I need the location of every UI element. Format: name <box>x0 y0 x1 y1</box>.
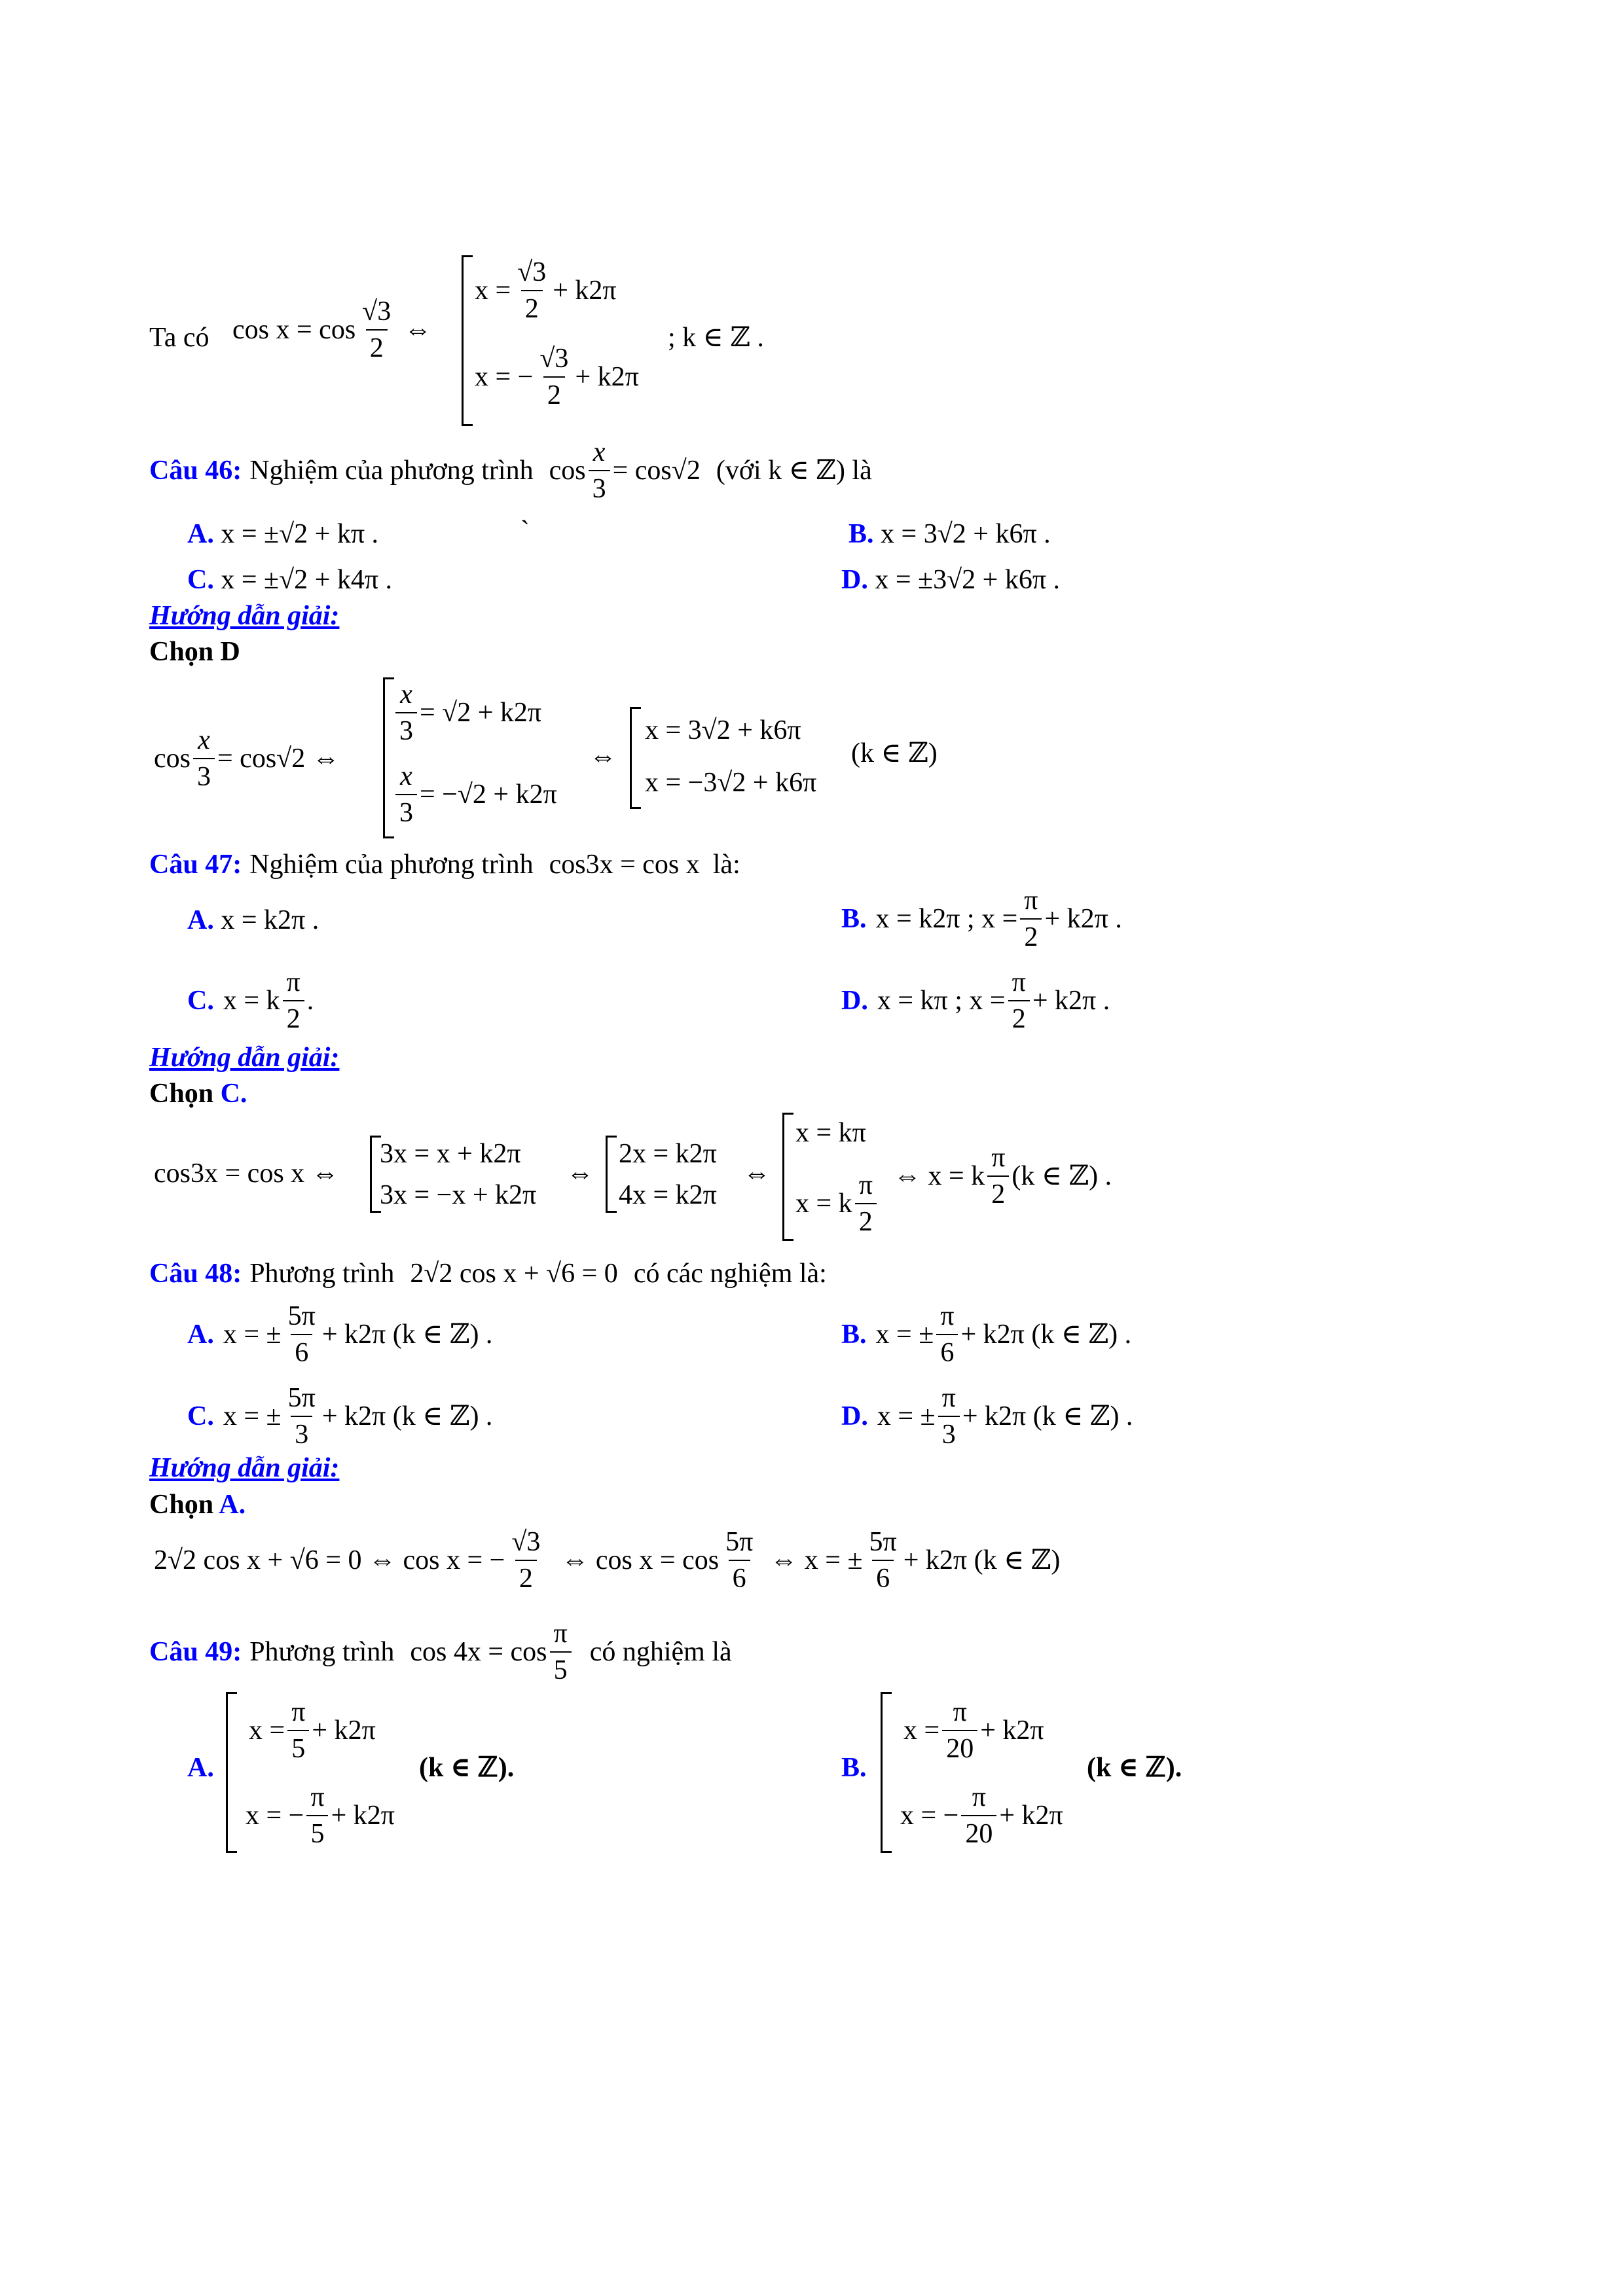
q46-solution-case-1 <box>393 681 541 745</box>
intro-equation <box>232 298 431 362</box>
fraction <box>193 726 215 791</box>
expr: x = − <box>475 362 534 392</box>
solution-bracket <box>630 707 641 809</box>
step-expr: 3x = −x + k2π <box>380 1180 537 1210</box>
solution-heading: Hướng dẫn giải: <box>149 601 340 631</box>
solution-bracket <box>606 1136 617 1213</box>
option-bracket <box>226 1692 237 1853</box>
fraction <box>536 345 572 409</box>
expr: x = k <box>795 1189 852 1219</box>
expr: là: <box>712 850 740 880</box>
question-48 <box>149 1260 827 1287</box>
fraction-denominator: 3 <box>395 794 417 827</box>
option-B <box>841 887 1122 951</box>
fraction <box>283 969 304 1033</box>
option-label: B. <box>848 519 874 549</box>
expr: + k2π <box>553 276 617 306</box>
option-D <box>841 969 1110 1033</box>
fraction-numerator: √3 <box>362 296 392 327</box>
question-label: Câu 46: <box>149 456 242 486</box>
option-A-condition: (k ∈ ℤ). <box>419 1753 515 1783</box>
expr: + k2π (k ∈ ℤ) . <box>321 1319 493 1350</box>
fraction-denominator: 2 <box>283 1000 304 1033</box>
question-46 <box>149 439 872 503</box>
expr: cos <box>154 744 191 774</box>
fraction-denominator: 3 <box>395 712 417 745</box>
q46-result-2: x = −3√2 + k6π <box>645 768 817 798</box>
option-bracket <box>881 1692 892 1853</box>
option-label: A. <box>187 519 214 549</box>
expr: 2√2 cos x + √6 = 0 <box>410 1259 618 1289</box>
fraction <box>866 1528 901 1592</box>
fraction-numerator: √3 <box>511 1527 541 1557</box>
expr: + k2π . <box>1032 986 1110 1016</box>
fraction-denominator: 6 <box>729 1560 750 1592</box>
expr: x = ± <box>223 1319 282 1350</box>
expr: x = k2π ; x = <box>875 904 1018 934</box>
fraction-denominator: 6 <box>291 1334 312 1367</box>
condition: (k ∈ ℤ) <box>851 738 938 768</box>
question-49 <box>149 1620 732 1684</box>
choice-letter: C. <box>220 1079 247 1109</box>
option-A-line-1 <box>249 1698 376 1763</box>
fraction <box>987 1144 1009 1208</box>
choice-prefix: Chọn <box>149 1490 214 1520</box>
expr: = cos√2 <box>612 456 701 486</box>
step-expr-fraction <box>795 1172 879 1236</box>
fraction-denominator: 2 <box>366 329 388 362</box>
q48-solution <box>154 1528 1060 1592</box>
chosen-answer <box>149 1080 247 1107</box>
q46-solution-lhs <box>154 726 340 791</box>
fraction-numerator: π <box>553 1619 568 1649</box>
fraction-numerator: 5π <box>869 1527 897 1557</box>
fraction-numerator: 5π <box>725 1527 754 1557</box>
expr: x = k <box>223 986 280 1016</box>
expr: + k2π <box>999 1801 1063 1831</box>
option-A <box>187 906 319 934</box>
solution-bracket <box>782 1113 793 1241</box>
fraction-numerator: x <box>198 725 210 755</box>
expr: + k2π (k ∈ ℤ) . <box>321 1401 493 1431</box>
expr: x = <box>249 1715 285 1746</box>
fraction-numerator: π <box>953 1697 967 1727</box>
step-expr: x = kπ <box>795 1118 866 1148</box>
option-text: x = ±3√2 + k6π . <box>875 565 1061 595</box>
option-D <box>841 566 1060 594</box>
option-label: C. <box>187 986 214 1016</box>
fraction-numerator: x <box>593 437 606 467</box>
option-label: D. <box>841 986 868 1016</box>
fraction <box>721 1528 757 1592</box>
option-A-line-2 <box>246 1784 395 1848</box>
fraction-numerator: π <box>310 1782 325 1812</box>
fraction-denominator: 3 <box>589 470 610 503</box>
option-B <box>848 520 1051 548</box>
solution-heading: Hướng dẫn giải: <box>149 1453 340 1483</box>
q47-solution-lhs: cos3x = cos x ⇔ <box>154 1158 339 1189</box>
fraction-denominator: 5 <box>287 1730 309 1763</box>
option-A <box>187 520 378 548</box>
question-47 <box>149 851 740 878</box>
expr: x = <box>903 1715 940 1746</box>
expr: x = ± <box>875 1319 934 1350</box>
q47-final <box>894 1144 1112 1208</box>
question-text: Nghiệm của phương trình <box>249 850 534 880</box>
fraction-numerator: √3 <box>517 257 547 287</box>
expr: cos 4x = cos <box>410 1637 547 1667</box>
expr: + k2π (k ∈ ℤ) . <box>960 1319 1132 1350</box>
fraction-numerator: π <box>991 1143 1006 1173</box>
expr: có nghiệm là <box>589 1637 732 1667</box>
expr: ⇔ cos x = cos <box>561 1545 720 1575</box>
fraction-numerator: x <box>400 761 412 791</box>
intro-bracket <box>462 255 473 426</box>
fraction-numerator: π <box>286 967 301 997</box>
equiv-symbol: ⇔ <box>589 742 617 772</box>
intro-line-2 <box>475 345 639 409</box>
expr: x = kπ ; x = <box>877 986 1006 1016</box>
option-B-condition: (k ∈ ℤ). <box>1087 1753 1182 1783</box>
intro-lead: Ta có <box>149 323 210 353</box>
fraction-denominator: 3 <box>938 1416 960 1448</box>
fraction <box>284 1384 319 1448</box>
option-A <box>187 1302 492 1367</box>
option-text: x = k2π . <box>221 905 319 935</box>
fraction <box>589 439 610 503</box>
fraction-denominator: 2 <box>521 290 543 323</box>
q46-solution-case-2 <box>393 762 557 827</box>
option-label: A. <box>187 1319 214 1350</box>
expr: cos <box>549 456 586 486</box>
fraction-denominator: 5 <box>550 1651 572 1684</box>
fraction-numerator: π <box>941 1383 956 1413</box>
fraction <box>961 1784 996 1848</box>
fraction <box>513 259 550 323</box>
expr: + k2π (k ∈ ℤ) <box>903 1545 1061 1575</box>
fraction <box>1020 887 1042 951</box>
fraction-denominator: 6 <box>936 1334 958 1367</box>
equiv-symbol: ⇔ <box>566 1158 594 1189</box>
intro-tail: ; k ∈ ℤ . <box>668 323 764 353</box>
option-text: x = 3√2 + k6π . <box>881 519 1051 549</box>
chosen-answer: Chọn D <box>149 637 240 667</box>
choice-prefix: Chọn <box>149 1079 214 1109</box>
intro-fraction <box>358 298 395 362</box>
fraction <box>550 1620 572 1684</box>
expr: + k2π <box>312 1715 376 1746</box>
step-expr: 2x = k2π <box>619 1139 717 1169</box>
fraction-denominator: 2 <box>1020 918 1042 951</box>
expr: x = − <box>900 1801 959 1831</box>
option-label: C. <box>187 1401 214 1431</box>
fraction-denominator: 2 <box>987 1175 1009 1208</box>
option-B-line-2 <box>900 1784 1063 1848</box>
fraction-numerator: π <box>858 1170 873 1200</box>
fraction-denominator: 2 <box>543 376 565 409</box>
condition: (với k ∈ ℤ) là <box>716 456 872 486</box>
fraction-denominator: 3 <box>291 1416 312 1448</box>
intro-eq: cos x = cos <box>232 315 356 345</box>
fraction <box>938 1384 960 1448</box>
option-label: A. <box>187 905 214 935</box>
equiv-symbol: ⇔ <box>404 315 432 345</box>
expr: x = − <box>246 1801 304 1831</box>
fraction-denominator: 2 <box>1008 1000 1030 1033</box>
fraction-denominator: 5 <box>306 1815 328 1848</box>
question-text: Nghiệm của phương trình <box>249 456 534 486</box>
fraction <box>942 1698 977 1763</box>
option-text: x = ±√2 + k4π . <box>221 565 393 595</box>
expr: x = ± <box>223 1401 282 1431</box>
choice-letter: A. <box>219 1490 246 1520</box>
expr: = −√2 + k2π <box>420 780 557 810</box>
fraction-numerator: x <box>400 679 412 709</box>
option-B-label: B. <box>841 1753 867 1783</box>
expr: + k2π (k ∈ ℤ) . <box>962 1401 1133 1431</box>
expr: x = <box>475 276 511 306</box>
step-expr: 4x = k2π <box>619 1180 717 1210</box>
option-label: B. <box>841 1319 867 1350</box>
expr: + k2π . <box>1044 904 1122 934</box>
q46-result-1: x = 3√2 + k6π <box>645 715 801 745</box>
fraction-denominator: 20 <box>961 1815 996 1848</box>
expr: + k2π <box>331 1801 395 1831</box>
option-text: x = ±√2 + kπ . <box>221 519 379 549</box>
fraction-denominator: 20 <box>942 1730 977 1763</box>
fraction-numerator: 5π <box>287 1301 316 1331</box>
expr: ⇔ x = k <box>894 1161 985 1191</box>
expr: 2√2 cos x + √6 = 0 ⇔ cos x = − <box>154 1545 505 1575</box>
question-text: Phương trình <box>249 1637 395 1667</box>
expr: = √2 + k2π <box>420 698 542 728</box>
fraction-numerator: π <box>1012 967 1026 997</box>
option-C <box>187 1384 492 1448</box>
step-expr: 3x = x + k2π <box>380 1139 521 1169</box>
question-label: Câu 47: <box>149 850 242 880</box>
stray-mark: ` <box>520 516 530 546</box>
expr: . <box>306 986 314 1016</box>
expr: có các nghiệm là: <box>633 1259 827 1289</box>
option-B-line-1 <box>903 1698 1044 1763</box>
fraction-numerator: 5π <box>287 1383 316 1413</box>
fraction-denominator: 2 <box>515 1560 537 1592</box>
option-C <box>187 566 392 594</box>
expr: ⇔ x = ± <box>770 1545 863 1575</box>
fraction <box>507 1528 544 1592</box>
solution-heading: Hướng dẫn giải: <box>149 1043 340 1073</box>
question-label: Câu 48: <box>149 1259 242 1289</box>
equiv-symbol: ⇔ <box>743 1158 771 1189</box>
fraction-numerator: π <box>972 1782 986 1812</box>
option-label: B. <box>841 904 867 934</box>
fraction <box>1008 969 1030 1033</box>
fraction <box>284 1302 319 1367</box>
fraction-denominator: 6 <box>872 1560 894 1592</box>
question-text: Phương trình <box>249 1259 395 1289</box>
fraction-numerator: π <box>940 1301 955 1331</box>
fraction <box>936 1302 958 1367</box>
fraction-denominator: 2 <box>855 1203 877 1236</box>
expr: + k2π <box>575 362 639 392</box>
fraction <box>395 681 417 745</box>
fraction-numerator: √3 <box>539 344 569 374</box>
fraction <box>395 762 417 827</box>
question-label: Câu 49: <box>149 1637 242 1667</box>
option-B <box>841 1302 1131 1367</box>
fraction-denominator: 3 <box>193 758 215 791</box>
fraction-numerator: π <box>1024 886 1038 916</box>
option-C <box>187 969 314 1033</box>
fraction <box>855 1172 877 1236</box>
expr: x = ± <box>877 1401 936 1431</box>
fraction <box>306 1784 328 1848</box>
option-label: C. <box>187 565 214 595</box>
intro-line-1 <box>475 259 617 323</box>
expr: + k2π <box>980 1715 1044 1746</box>
fraction <box>287 1698 309 1763</box>
option-label: D. <box>841 565 868 595</box>
expr: = cos√2 ⇔ <box>217 744 340 774</box>
chosen-answer <box>149 1491 246 1518</box>
fraction-numerator: π <box>291 1697 306 1727</box>
option-A-label: A. <box>187 1753 214 1783</box>
expr: cos3x = cos x <box>549 850 700 880</box>
option-label: D. <box>841 1401 868 1431</box>
condition: (k ∈ ℤ) . <box>1012 1161 1112 1191</box>
option-D <box>841 1384 1133 1448</box>
